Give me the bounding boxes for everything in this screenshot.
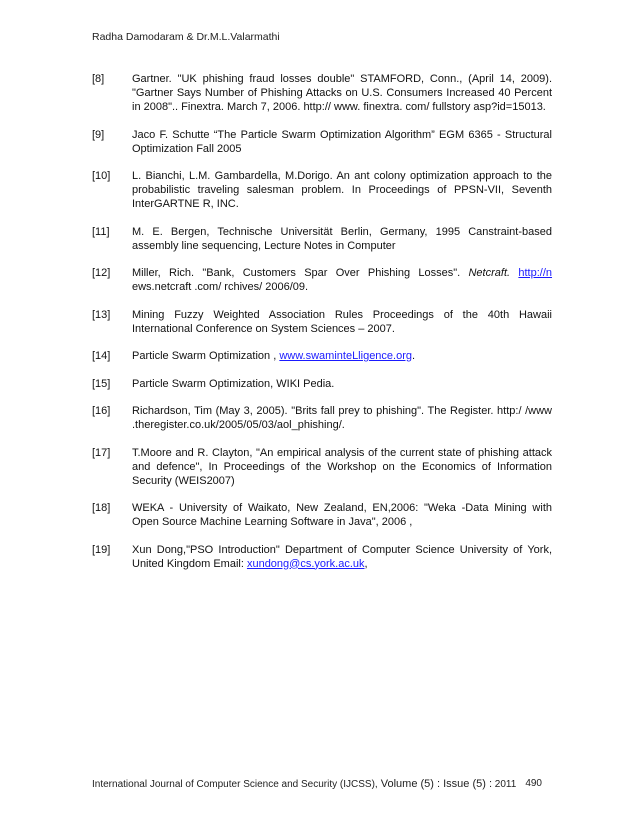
reference-link[interactable]: www.swaminteLligence.org bbox=[279, 350, 412, 362]
reference-text-part: ews.netcraft .com/ rchives/ 2006/09. bbox=[132, 281, 309, 293]
reference-item bbox=[92, 404, 552, 432]
reference-text bbox=[132, 128, 552, 156]
reference-text bbox=[132, 377, 552, 391]
reference-number: [18] bbox=[92, 502, 111, 514]
reference-text bbox=[132, 308, 552, 336]
reference-item bbox=[92, 266, 552, 294]
reference-item bbox=[92, 446, 552, 488]
reference-text bbox=[132, 543, 552, 571]
reference-number: [9] bbox=[92, 128, 105, 141]
reference-link[interactable]: http://n bbox=[518, 267, 553, 279]
footer-journal: International Journal of Computer Science and Security (IJCSS), bbox=[92, 779, 378, 790]
reference-text-part: Richardson, Tim (May 3, 2005). "Brits fall prey to phishing". The Register. http:/ /www .theregister.co.uk/2005/05/03/aol_phishing/. bbox=[132, 405, 552, 431]
reference-text-part: Gartner. "UK phishing fraud losses double" STAMFORD, Conn., (April 14, 2009). "Gartner Says Number of Phishing Attacks on U.S. Consumers Increased 40 Percent in 2008".. Finextra. March 7, 2006. http:// www. finextra. com/ fullstory asp?id=15013. bbox=[132, 73, 552, 113]
reference-number: [14] bbox=[92, 350, 111, 362]
header-authors: Radha Damodaram & Dr.M.L.Valarmathi bbox=[92, 31, 280, 43]
reference-text bbox=[132, 404, 552, 432]
reference-text-part: . bbox=[412, 350, 416, 362]
reference-number: [11] bbox=[92, 225, 110, 238]
reference-number: [8] bbox=[92, 73, 105, 85]
reference-text-part: Particle Swarm Optimization , bbox=[132, 350, 280, 362]
reference-text bbox=[132, 72, 552, 114]
page-footer bbox=[92, 778, 558, 790]
reference-text-part: WEKA - University of Waikato, New Zealand, EN,2006: "Weka -Data Mining with Open Source Machine Learning Software in Java", 2006 , bbox=[132, 502, 552, 528]
reference-text bbox=[132, 266, 552, 294]
reference-item bbox=[92, 128, 552, 156]
reference-text-part: Mining Fuzzy Weighted Association Rules Proceedings of the 40th Hawaii International Conference on System Sciences – 2007. bbox=[132, 308, 552, 335]
running-header bbox=[92, 31, 280, 43]
reference-item bbox=[92, 377, 552, 391]
reference-number: [17] bbox=[92, 446, 111, 459]
reference-number: [12] bbox=[92, 267, 111, 279]
reference-item bbox=[92, 225, 552, 253]
reference-number: [19] bbox=[92, 543, 111, 556]
reference-italic-text: Netcraft. bbox=[468, 267, 511, 279]
reference-text-part: , bbox=[364, 557, 368, 570]
page-number: 490 bbox=[525, 778, 542, 789]
reference-text bbox=[132, 169, 552, 211]
reference-item bbox=[92, 543, 552, 571]
reference-number: [10] bbox=[92, 170, 111, 182]
reference-text-part: M. E. Bergen, Technische Universität Berlin, Germany, 1995 Canstraint-based assembly line sequencing, Lecture Notes in Computer bbox=[132, 225, 552, 252]
reference-number: [16] bbox=[92, 405, 111, 417]
reference-number: [13] bbox=[92, 308, 111, 321]
reference-text-part: Miller, Rich. "Bank, Customers Spar Over Phishing Losses". bbox=[132, 267, 469, 279]
reference-text-part: L. Bianchi, L.M. Gambardella, M.Dorigo. An ant colony optimization approach to the probabilistic traveling salesman problem. In Proceedings of PPSN-VII, Seventh InterGARTNE R, INC. bbox=[132, 170, 552, 210]
reference-item bbox=[92, 169, 552, 211]
reference-list bbox=[92, 72, 552, 584]
reference-text-part: Jaco F. Schutte “The Particle Swarm Optimization Algorithm” EGM 6365 - Structural Optimization Fall 2005 bbox=[132, 128, 552, 155]
reference-text-part: Xun Dong,"PSO Introduction" Department of Computer Science University of York, United Kingdom Email: bbox=[132, 543, 552, 570]
reference-item bbox=[92, 349, 552, 363]
footer-volume: Volume (5) : Issue (5) : bbox=[377, 778, 493, 790]
reference-item bbox=[92, 308, 552, 336]
reference-text-part: T.Moore and R. Clayton, "An empirical analysis of the current state of phishing attack and defence", In Proceedings of the Workshop on the Economics of Information Security (WEIS2007) bbox=[132, 446, 552, 487]
reference-text-part: Particle Swarm Optimization, WIKI Pedia. bbox=[132, 377, 335, 390]
reference-number: [15] bbox=[92, 377, 111, 390]
reference-item bbox=[92, 72, 552, 114]
reference-text bbox=[132, 225, 552, 253]
footer-journal-citation bbox=[92, 778, 516, 790]
reference-item bbox=[92, 501, 552, 529]
reference-link[interactable]: xundong@cs.york.ac.uk bbox=[246, 557, 365, 570]
reference-text bbox=[132, 349, 552, 363]
reference-text bbox=[132, 446, 552, 488]
reference-text bbox=[132, 501, 552, 529]
footer-year: 2011 bbox=[492, 779, 517, 790]
